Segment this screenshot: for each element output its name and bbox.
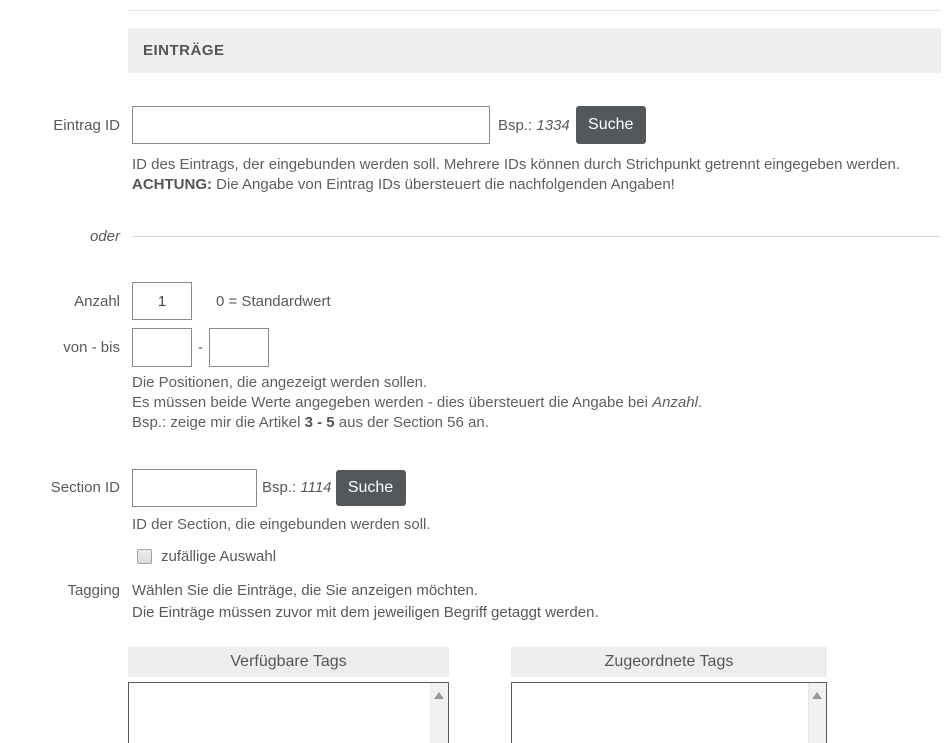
eintrag-id-help-line2: ACHTUNG: Die Angabe von Eintrag IDs übersteuert die nachfolgenden Angaben! [132, 176, 675, 193]
top-divider [128, 10, 941, 11]
von-bis-label: von - bis [63, 339, 120, 356]
assigned-tags-box [511, 647, 827, 743]
assigned-tags-scrollbar[interactable] [808, 683, 826, 743]
von-bis-help [132, 373, 941, 433]
eintrag-id-example [498, 117, 570, 134]
von-input[interactable] [132, 328, 192, 367]
oder-divider-row [0, 226, 941, 246]
section-header: EINTRÄGE [128, 28, 941, 73]
tagging-help-line2: Die Einträge müssen zuvor mit dem jeweiligen Begriff getaggt werden. [132, 604, 599, 621]
section-id-help [132, 515, 941, 535]
von-bis-row [0, 328, 941, 367]
von-bis-help-line3: Bsp.: zeige mir die Artikel 3 - 5 aus der Section 56 an. [132, 414, 489, 431]
tags-section [128, 647, 827, 743]
bis-input[interactable] [209, 328, 269, 367]
tagging-label: Tagging [67, 582, 120, 599]
anzahl-input[interactable] [132, 282, 192, 320]
anzahl-row [0, 282, 941, 320]
section-id-example [262, 479, 332, 496]
tagging-row [0, 580, 941, 624]
available-tags-list[interactable] [128, 682, 449, 743]
eintrag-id-label: Eintrag ID [53, 116, 120, 134]
von-bis-help-line1: Die Positionen, die angezeigt werden sollen. [132, 374, 428, 391]
von-bis-separator: - [198, 339, 203, 356]
assigned-tags-header: Zugeordnete Tags [511, 647, 827, 677]
section-id-row [0, 468, 941, 507]
anzahl-hint: 0 = Standardwert [216, 292, 331, 310]
eintrag-id-help [132, 155, 941, 195]
scroll-up-icon[interactable] [434, 692, 444, 699]
random-selection-checkbox[interactable] [137, 549, 152, 564]
section-id-help-line1: ID der Section, die eingebunden werden soll. [132, 516, 431, 533]
example-value: 1114 [300, 479, 332, 496]
example-prefix: Bsp.: [498, 116, 533, 134]
assigned-tags-list[interactable] [511, 682, 827, 743]
random-selection-label: zufällige Auswahl [161, 547, 277, 565]
scroll-up-icon[interactable] [812, 692, 822, 699]
oder-divider-line [132, 236, 941, 237]
tagging-help-line1: Wählen Sie die Einträge, die Sie anzeigen möchten. [132, 582, 479, 599]
section-suche-button[interactable]: Suche [336, 470, 406, 506]
example-value: 1334 [536, 116, 570, 134]
eintrag-id-input[interactable] [132, 106, 490, 144]
eintrag-id-row [0, 106, 941, 144]
oder-label: oder [89, 227, 120, 245]
available-tags-box [128, 647, 449, 743]
anzahl-label: Anzahl [74, 292, 120, 310]
section-id-label: Section ID [50, 479, 120, 496]
example-prefix: Bsp.: [262, 479, 297, 496]
von-bis-help-line2: Es müssen beide Werte angegeben werden - dies übersteuert die Angabe bei Anzahl. [132, 394, 703, 411]
eintrag-id-help-line1: ID des Eintrags, der eingebunden werden soll. Mehrere IDs können durch Strichpunkt getrennt eingegeben werden. [132, 156, 900, 173]
random-selection-row [137, 547, 276, 565]
section-id-input[interactable] [132, 469, 257, 507]
available-tags-header: Verfügbare Tags [128, 647, 449, 677]
available-tags-scrollbar[interactable] [430, 683, 448, 743]
eintrag-suche-button[interactable]: Suche [576, 106, 646, 144]
